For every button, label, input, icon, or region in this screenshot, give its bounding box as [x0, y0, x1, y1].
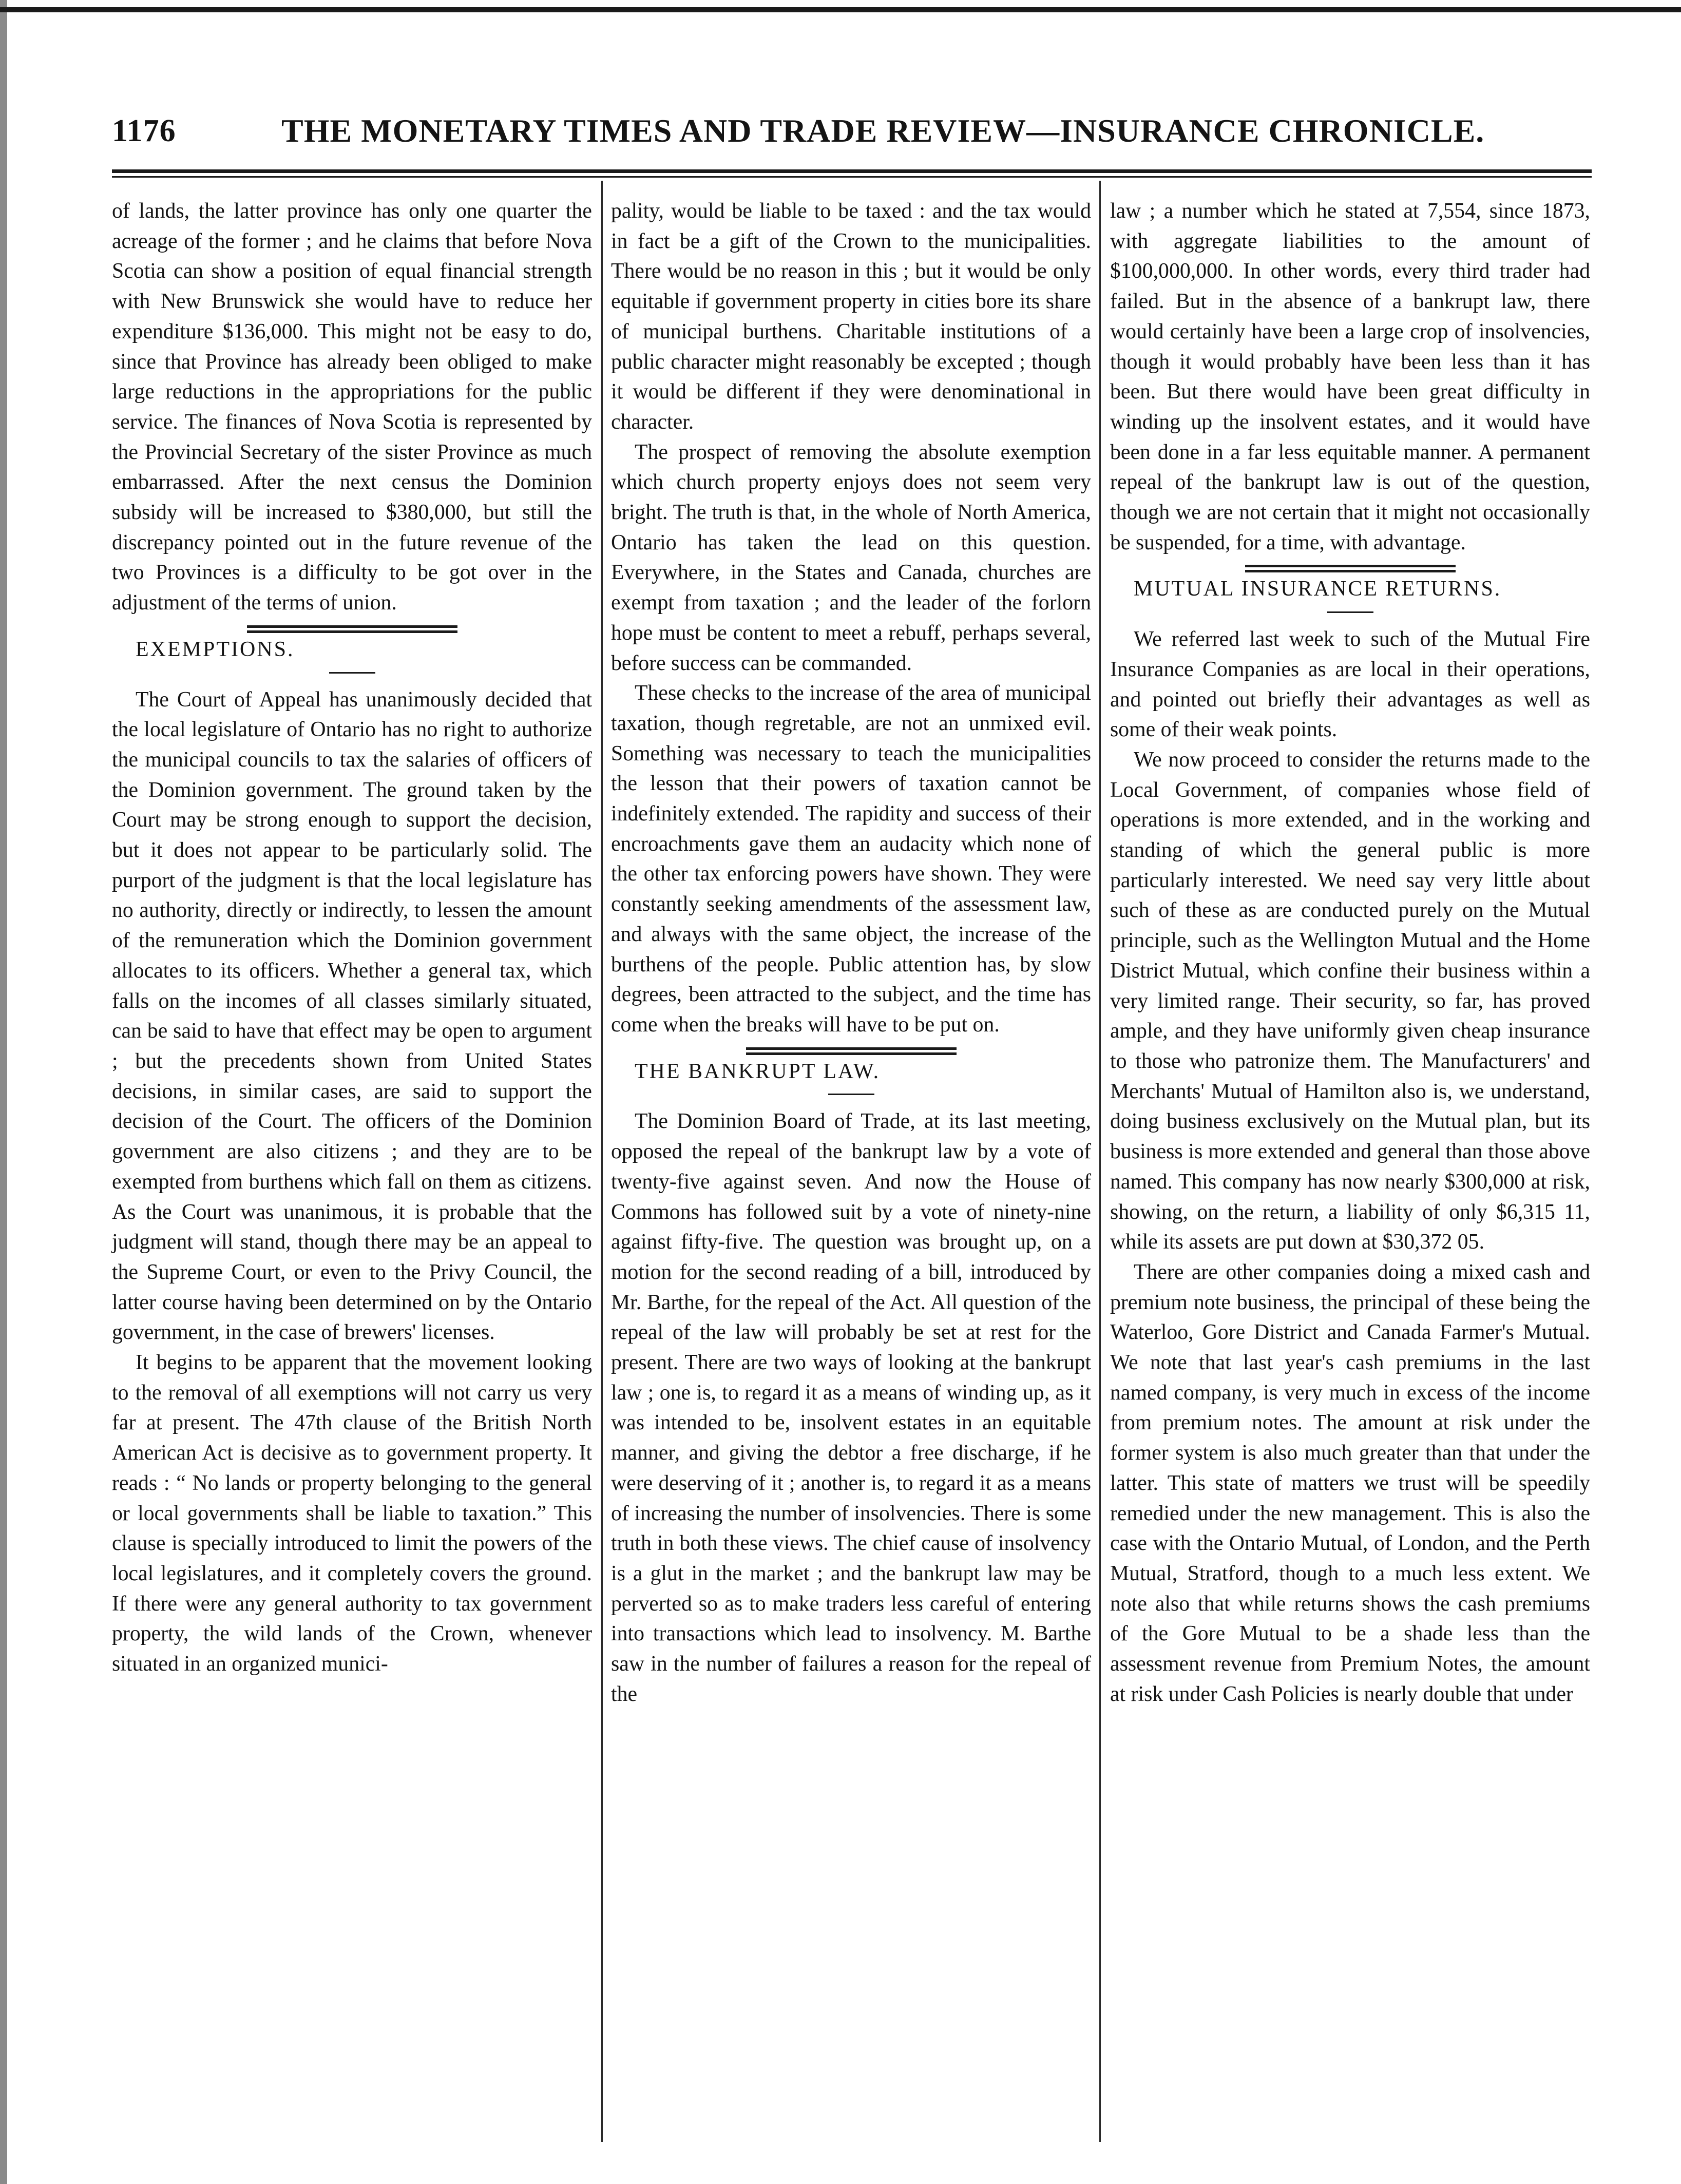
scan-edge: [0, 0, 7, 2184]
running-title: THE MONETARY TIMES AND TRADE REVIEW—INSURANCE CHRONICLE.: [281, 112, 1485, 149]
top-border-rule: [0, 7, 1681, 12]
article-paragraph: of lands, the latter province has only one quarter the acreage of the former ; and he claims that before Nova Scotia can show a position of equal financial strength with New Brunswick she would have to reduce her expenditure $136,000. This might not be easy to do, since that Province has already been obliged to make large reductions in the appropriations for the public service. The finances of Nova Scotia is represented by the Provincial Secretary of the sister Province as much embarrassed. After the next census the Dominion subsidy will be increased to $380,000, but still the discrepancy pointed out in the future revenue of the two Provinces is a difficulty to be got over in the adjustment of the terms of union.: [112, 199, 592, 615]
column-divider: [601, 181, 603, 2142]
article-paragraph: There are other companies doing a mixed cash and premium note business, the principal of these being the Waterloo, Gore District and Canada Farmer's Mutual. We note that last year's cash premiums in the last named company, is very much in excess of the income from premium notes. The amount at risk under the former system is also much greater than that under the latter. This state of matters we trust will be speedily remedied under the new management. This is also the case with the Ontario Mutual, of London, and the Perth Mutual, Stratford, though to a much less extent. We note also that while returns shows the cash premiums of the Gore Mutual to be a shade less than the assessment revenue from Premium Notes, the amount at risk under Cash Policies is nearly double that under: [1110, 1260, 1590, 1706]
section-heading: [112, 625, 592, 674]
article-paragraph: law ; a number which he stated at 7,554, since 1873, with aggregate liabilities to the amount of $100,000,000. In other words, every third trader had failed. But in the absence of a bankrupt law, there would certainly have been a large crop of insolvencies, though it would probably have been less than it has been. But there would have been great difficulty in winding up the insolvent estates, and it would have been done in a far less equitable manner. A permanent repeal of the bankrupt law is out of the question, though we are not certain that it might not occasionally be suspended, for a time, with advantage.: [1110, 199, 1590, 554]
article-paragraph: We referred last week to such of the Mutual Fire Insurance Companies as are local in their operations, and pointed out briefly their advantages as well as some of their weak points.: [1110, 627, 1590, 742]
section-short-rule: [828, 1094, 874, 1095]
article-column-2: [611, 196, 1091, 1709]
article-paragraph: The Court of Appeal has unanimously decided that the local legislature of Ontario has no right to authorize the municipal councils to tax the salaries of officers of the Dominion government. The ground taken by the Court may be strong enough to support the decision, but it does not appear to be particularly solid. The purport of the judgment is that the local legislature has no authority, directly or indirectly, to lessen the amount of the remuneration which the Dominion government allocates to its officers. Whether a general tax, which falls on the incomes of all classes similarly situated, can be said to have that effect may be open to argument ; but the precedents shown from United States decisions, in similar cases, are said to support the decision of the Court. The officers of the Dominion government are also citizens ; and they are to be exempted from burthens which fall on them as citizens. As the Court was unanimous, it is probable that the judgment will stand, though there may be an appeal to the Supreme Court, or even to the Privy Council, the latter course having been determined on by the Ontario government, in the case of brewers' licenses.: [112, 687, 592, 1345]
article-paragraph: pality, would be liable to be taxed : and the tax would in fact be a gift of the Crown to the municipalities. There would be no reason in this ; but it would be only equitable if government property in cities bore its share of municipal burthens. Charitable institutions of a public character might reasonably be excepted ; though it would be different if they were denominational in character.: [611, 199, 1091, 434]
section-title: THE BANKRUPT LAW.: [635, 1059, 881, 1083]
article-paragraph: It begins to be apparent that the movement looking to the removal of all exemptions will not carry us very far at present. The 47th clause of the British North American Act is decisive as to government property. It reads : “ No lands or property belonging to the general or local governments shall be liable to taxation.” This clause is specially introduced to limit the powers of the local legislatures, and it completely covers the ground. If there were any general authority to tax government property, the wild lands of the Crown, whenever situated in an organized munici-: [112, 1351, 592, 1676]
section-double-rule: [746, 1047, 957, 1057]
section-short-rule: [329, 672, 375, 674]
section-short-rule: [1327, 611, 1373, 613]
section-title: MUTUAL INSURANCE RETURNS.: [1134, 577, 1502, 601]
column-divider: [1099, 181, 1101, 2142]
header-rule-thin: [112, 176, 1592, 178]
section-double-rule: [247, 625, 457, 635]
article-column-1: [112, 196, 592, 1679]
section-title: EXEMPTIONS.: [136, 637, 295, 661]
page-header: [112, 108, 1591, 154]
header-rule-thick: [112, 169, 1592, 173]
article-paragraph: These checks to the increase of the area of municipal taxation, though regretable, are not an unmixed evil. Something was necessary to teach the municipalities the lesson that their powers of taxation cannot be indefinitely extended. The rapidity and success of their encroachments gave them an audacity which none of the other tax enforcing powers have shown. They were constantly seeking amendments of the assessment law, and always with the same object, the increase of the burthens of the people. Public attention has, by slow degrees, been attracted to the subject, and the time has come when the breaks will have to be put on.: [611, 681, 1091, 1037]
article-paragraph: The prospect of removing the absolute exemption which church property enjoys does not seem very bright. The truth is that, in the whole of North America, Ontario has taken the lead on this question. Everywhere, in the States and Canada, churches are exempt from taxation ; and the leader of the forlorn hope must be content to meet a rebuff, perhaps several, before success can be commanded.: [611, 440, 1091, 675]
section-double-rule: [1245, 565, 1456, 574]
page-number: 1176: [112, 113, 176, 148]
article-paragraph: The Dominion Board of Trade, at its last meeting, opposed the repeal of the bankrupt law by a vote of twenty-five against seven. And now the House of Commons has followed suit by a vote of ninety-nine against fifty-five. The question was brought up, on a motion for the second reading of a bill, introduced by Mr. Barthe, for the repeal of the Act. All question of the repeal of the law will probably be set at rest for the present. There are two ways of looking at the bankrupt law ; one is, to regard it as a means of winding up, as it was intended to be, insolvent estates in an equitable manner, and giving the debtor a free discharge, if he were deserving of it ; another is, to regard it as a means of increasing the number of insolvencies. There is some truth in both these views. The chief cause of insolvency is a glut in the market ; and the bankrupt law may be perverted so as to make traders less careful of entering into transactions which lead to insolvency. M. Barthe saw in the number of failures a reason for the repeal of the: [611, 1109, 1091, 1706]
article-column-3: [1110, 196, 1590, 1709]
article-paragraph: We now proceed to consider the returns made to the Local Government, of companies whose field of operations is more extended, and in the working and standing of which the general public is more particularly interested. We need say very little about such of these as are conducted purely on the Mutual principle, such as the Wellington Mutual and the Home District Mutual, which confine their business within a very limited range. Their security, so far, has proved ample, and they have uniformly given cheap insurance to those who patronize them. The Manufacturers' and Merchants' Mutual of Hamilton also is, we understand, doing business exclusively on the Mutual plan, but its business is more extended and general than those above named. This company has now nearly $300,000 at risk, showing, on the return, a liability of only $6,315 11, while its assets are put down at $30,372 05.: [1110, 748, 1590, 1254]
section-heading: [1110, 565, 1590, 613]
section-heading: [611, 1047, 1091, 1096]
